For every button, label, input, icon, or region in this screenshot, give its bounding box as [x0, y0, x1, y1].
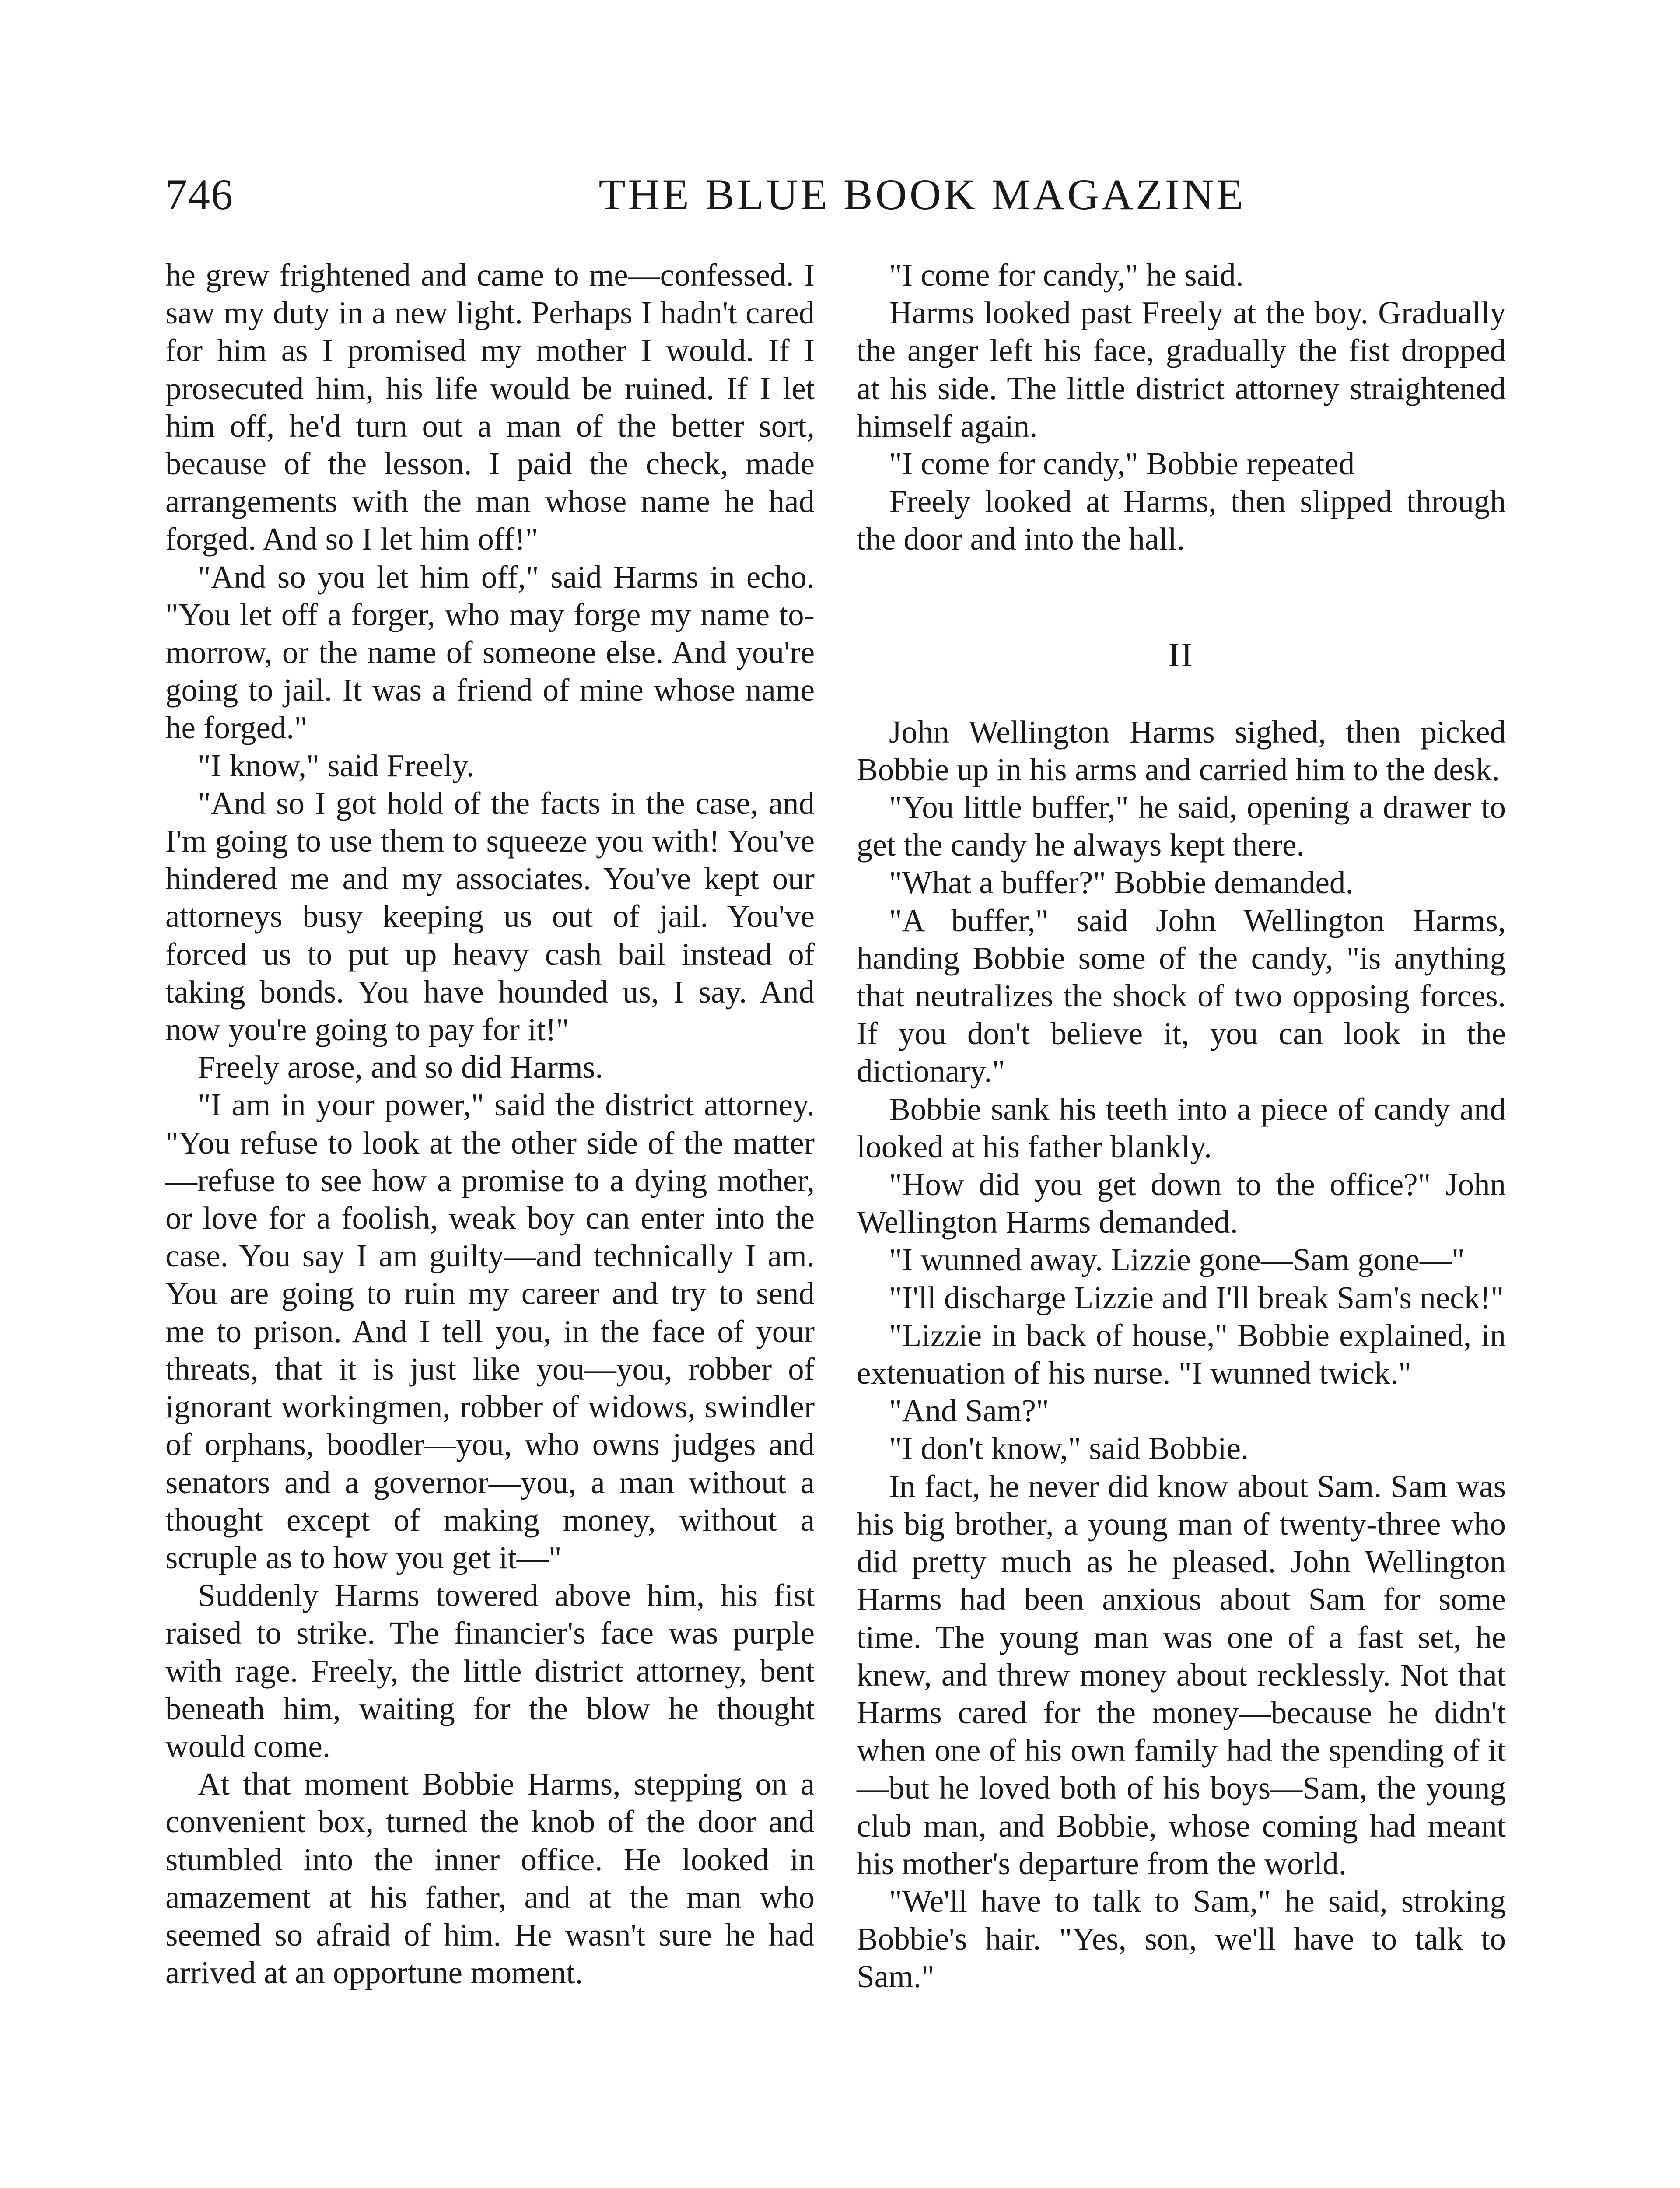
paragraph: "Lizzie in back of house," Bobbie explained, in extenuation of his nurse. "I wunned twick.": [857, 1317, 1506, 1391]
paragraph: "I don't know," said Bobbie.: [889, 1431, 1249, 1466]
page-number: 746: [165, 170, 234, 219]
paragraph: Freely arose, and so did Harms.: [198, 1049, 603, 1085]
paragraph: "I am in your power," said the district attorney. "You refuse to look at the other side of the matter—refuse to see how a promise to a dying mother, or love for a foolish, weak boy can enter into the case. You say I am guilty—and technically I am. You are going to ruin my career and try to send me to prison. And I tell you, in the face of your threats, that it is just like you—you, robber of ignorant workingmen, robber of widows, swindler of orphans, boodler—you, who owns judges and senators and a governor—you, a man without a thought except of making money, without a scruple as to how you get it—": [165, 1087, 815, 1575]
paragraph: he grew frightened and came to me—confessed. I saw my duty in a new light. Perhaps I hadn't cared for him as I promised my mother I would. If I prosecuted him, his life would be ruined. If I let him off, he'd turn out a man of the better sort, because of the lesson. I paid the check, made arrangements with the man whose name he had forged. And so I let him off!": [165, 257, 815, 557]
paragraph: "You little buffer," he said, opening a drawer to get the candy he always kept there.: [857, 789, 1506, 863]
paragraph: Bobbie sank his teeth into a piece of candy and looked at his father blankly.: [857, 1091, 1506, 1164]
paragraph: "And so I got hold of the facts in the case, and I'm going to use them to squeeze you with! You've hindered me and my associates. You've kept our attorneys busy keeping us out of jail. You've forced us to put up heavy cash bail instead of taking bonds. You have hounded us, I say. And now you're going to pay for it!": [165, 785, 815, 1048]
paragraph: "We'll have to talk to Sam," he said, stroking Bobbie's hair. "Yes, son, we'll have to talk to Sam.": [857, 1883, 1506, 1995]
paragraph: In fact, he never did know about Sam. Sam was his big brother, a young man of twenty-three who did pretty much as he pleased. John Wellington Harms had been anxious about Sam for some time. The young man was one of a fast set, he knew, and threw money about recklessly. Not that Harms cared for the money—because he didn't when one of his own family had the spending of it—but he loved both of his boys—Sam, the young club man, and Bobbie, whose coming had meant his mother's departure from the world.: [857, 1468, 1506, 1881]
right-column: [857, 256, 1506, 1996]
left-column: [165, 256, 815, 1992]
paragraph: "And so you let him off," said Harms in echo. "You let off a forger, who may forge my name to-morrow, or the name of someone else. And you're going to jail. It was a friend of mine whose name he forged.": [165, 559, 815, 746]
paragraph: Freely looked at Harms, then slipped through the door and into the hall.: [857, 484, 1506, 557]
page-header: [165, 166, 1513, 232]
paragraph: Suddenly Harms towered above him, his fist raised to strike. The financier's face was purple with rage. Freely, the little district attorney, bent beneath him, waiting for the blow he thought would come.: [165, 1578, 815, 1764]
paragraph: Harms looked past Freely at the boy. Gradually the anger left his face, gradually the fist dropped at his side. The little district attorney straightened himself again.: [857, 295, 1506, 444]
running-title: THE BLUE BOOK MAGAZINE: [598, 170, 1246, 219]
paragraph: "What a buffer?" Bobbie demanded.: [889, 865, 1354, 901]
paragraph: "I'll discharge Lizzie and I'll break Sam's neck!": [889, 1280, 1504, 1315]
paragraph: "I wunned away. Lizzie gone—Sam gone—": [889, 1242, 1465, 1278]
paragraph: "I know," said Freely.: [198, 747, 474, 783]
paragraph: "And Sam?": [889, 1393, 1049, 1429]
paragraph: John Wellington Harms sighed, then picked Bobbie up in his arms and carried him to the desk.: [857, 714, 1506, 787]
paragraph: "I come for candy," Bobbie repeated: [889, 446, 1355, 482]
paragraph: At that moment Bobbie Harms, stepping on a convenient box, turned the knob of the door and stumbled into the inner office. He looked in amazement at his father, and at the man who seemed so afraid of him. He wasn't sure he had arrived at an opportune moment.: [165, 1766, 815, 1991]
paragraph: "A buffer," said John Wellington Harms, handing Bobbie some of the candy, "is anything that neutralizes the shock of two opposing forces. If you don't believe it, you can look in the dictionary.": [857, 902, 1506, 1089]
paragraph: "I come for candy," he said.: [889, 257, 1244, 293]
paragraph: "How did you get down to the office?" John Wellington Harms demanded.: [857, 1167, 1506, 1240]
section-heading: II: [1168, 636, 1194, 673]
